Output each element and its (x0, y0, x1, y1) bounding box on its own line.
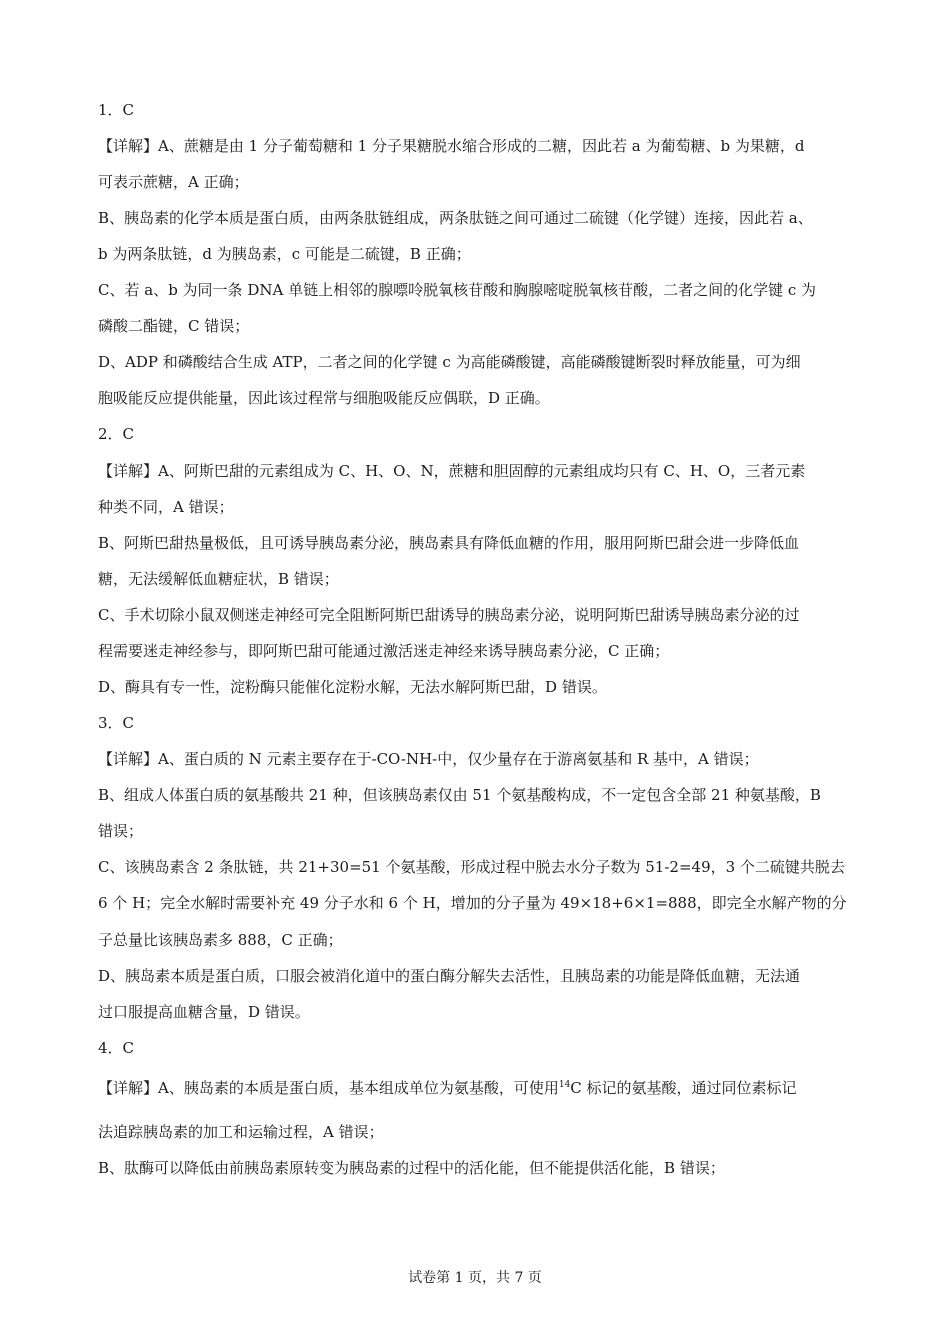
answer-line: 种类不同，A 错误； (98, 498, 234, 516)
answer-line: 【详解】A、蛋白质的 N 元素主要存在于-CO-NH-中，仅少量存在于游离氨基和 R 基中，A 错误； (98, 750, 759, 768)
answer-line: C、若 a、b 为同一条 DNA 单链上相邻的腺嘌呤脱氧核苷酸和胸腺嘧啶脱氧核苷酸，二者之间的化学键 c 为 (98, 281, 817, 299)
question-number: 1．C (98, 101, 135, 119)
question-number: 4．C (98, 1039, 135, 1057)
isotope-superscript: 14 (558, 1080, 571, 1090)
answer-line: 糖，无法缓解低血糖症状，B 错误； (98, 570, 339, 588)
answer-line: B、组成人体蛋白质的氨基酸共 21 种，但该胰岛素仅由 51 个氨基酸构成，不一定包含全部 21 种氨基酸，B (98, 786, 821, 804)
answer-line: C、该胰岛素含 2 条肽链，共 21+30=51 个氨基酸，形成过程中脱去水分子数为 51-2=49，3 个二硫键共脱去 (98, 858, 845, 876)
answer-line: 可表示蔗糖，A 正确； (98, 173, 249, 191)
answer-line: D、酶具有专一性，淀粉酶只能催化淀粉水解，无法水解阿斯巴甜，D 错误。 (98, 678, 607, 696)
answer-line: b 为两条肽链，d 为胰岛素，c 可能是二硫键，B 正确； (98, 245, 471, 263)
answer-line: 【详解】A、阿斯巴甜的元素组成为 C、H、O、N，蔗糖和胆固醇的元素组成均只有 C、H、O，三者元素 (98, 462, 806, 480)
answer-line (98, 1078, 858, 1098)
answer-line: 【详解】A、蔗糖是由 1 分子葡萄糖和 1 分子果糖脱水缩合形成的二糖，因此若 a 为葡萄糖、b 为果糖，d (98, 137, 805, 155)
answer-line: 磷酸二酯键，C 错误； (98, 317, 250, 335)
answer-text: C 标记的氨基酸，通过同位素标记 (570, 1079, 797, 1097)
question-number: 2．C (98, 425, 135, 443)
answer-line: 过口服提高血糖含量，D 错误。 (98, 1003, 310, 1021)
answer-line: D、胰岛素本质是蛋白质，口服会被消化道中的蛋白酶分解失去活性，且胰岛素的功能是降低血糖，无法通 (98, 967, 801, 985)
answer-line: 法追踪胰岛素的加工和运输过程，A 错误； (98, 1123, 384, 1141)
answer-line: B、肽酶可以降低由前胰岛素原转变为胰岛素的过程中的活化能，但不能提供活化能，B 错误； (98, 1159, 725, 1177)
page-footer: 试卷第 1 页，共 7 页 (408, 1270, 542, 1286)
answer-line: 子总量比该胰岛素多 888，C 正确； (98, 931, 343, 949)
answer-line: 胞吸能反应提供能量，因此该过程常与细胞吸能反应偶联，D 正确。 (98, 389, 550, 407)
answer-line: B、阿斯巴甜热量极低，且可诱导胰岛素分泌，胰岛素具有降低血糖的作用，服用阿斯巴甜会进一步降低血 (98, 534, 800, 552)
answer-line: 程需要迷走神经参与，即阿斯巴甜可能通过激活迷走神经来诱导胰岛素分泌，C 正确； (98, 642, 670, 660)
answer-text: 【详解】A、胰岛素的本质是蛋白质，基本组成单位为氨基酸，可使用 (98, 1079, 559, 1097)
question-number: 3．C (98, 714, 135, 732)
answer-line: D、ADP 和磷酸结合生成 ATP，二者之间的化学键 c 为高能磷酸键，高能磷酸键断裂时释放能量，可为细 (98, 353, 801, 371)
answer-line: C、手术切除小鼠双侧迷走神经可完全阻断阿斯巴甜诱导的胰岛素分泌，说明阿斯巴甜诱导胰岛素分泌的过 (98, 606, 800, 624)
answer-line: 6 个 H；完全水解时需要补充 49 分子水和 6 个 H，增加的分子量为 49×18+6×1=888，即完全水解产物的分 (98, 894, 847, 912)
answer-line: B、胰岛素的化学本质是蛋白质，由两条肽链组成，两条肽链之间可通过二硫键（化学键）连接，因此若 a、 (98, 209, 813, 227)
answer-line: 错误； (98, 822, 144, 840)
